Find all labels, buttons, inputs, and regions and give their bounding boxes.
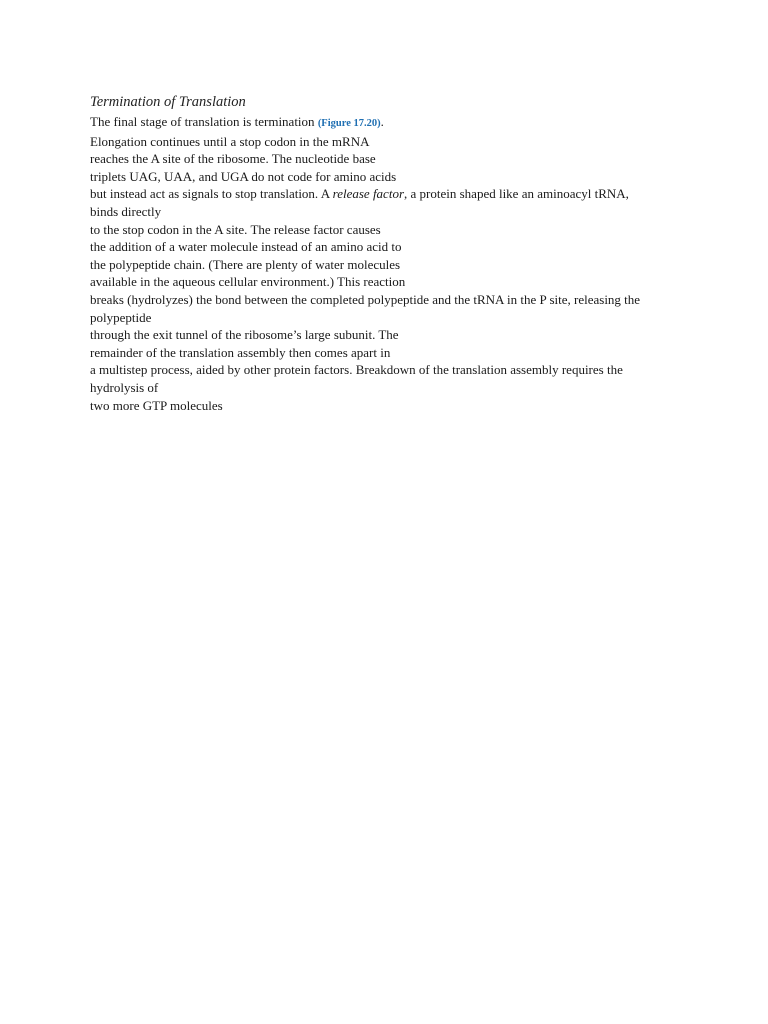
text-line bbox=[90, 185, 690, 203]
document-body bbox=[90, 93, 690, 414]
text-line: two more GTP molecules bbox=[90, 397, 223, 413]
text-line: the polypeptide chain. (There are plenty of water molecules bbox=[90, 256, 401, 272]
text-line: polypeptide bbox=[90, 309, 152, 325]
text-line: triplets UAG, UAA, and UGA do not code for amino acids bbox=[90, 168, 397, 184]
text-line: Elongation continues until a stop codon in the mRNA bbox=[90, 133, 370, 149]
text-line: binds directly bbox=[90, 203, 162, 219]
section-heading: Termination of Translation bbox=[90, 94, 246, 110]
text-line: available in the aqueous cellular environment.) This reaction bbox=[90, 274, 406, 290]
figure-reference-link[interactable]: (Figure 17.20) bbox=[317, 118, 381, 129]
text-line: hydrolysis of bbox=[90, 379, 159, 395]
text-line: to the stop codon in the A site. The release factor causes bbox=[90, 221, 381, 237]
text-segment: . bbox=[380, 114, 384, 129]
text-segment: but instead act as signals to stop translation. A bbox=[90, 186, 333, 202]
text-line: the addition of a water molecule instead of an amino acid to bbox=[90, 239, 402, 255]
text-line bbox=[90, 113, 690, 133]
text-segment: , a protein shaped like an aminoacyl tRNA, bbox=[404, 186, 629, 202]
italic-term: release factor bbox=[332, 186, 405, 202]
text-line: remainder of the translation assembly then comes apart in bbox=[90, 344, 391, 360]
text-line: through the exit tunnel of the ribosome’s large subunit. The bbox=[90, 327, 399, 343]
text-line: a multistep process, aided by other protein factors. Breakdown of the translation assembly requires the bbox=[90, 362, 623, 378]
text-line: reaches the A site of the ribosome. The nucleotide base bbox=[90, 151, 376, 167]
text-segment: The final stage of translation is termination bbox=[90, 114, 318, 129]
text-line: breaks (hydrolyzes) the bond between the completed polypeptide and the tRNA in the P site, releasing the bbox=[90, 291, 641, 307]
